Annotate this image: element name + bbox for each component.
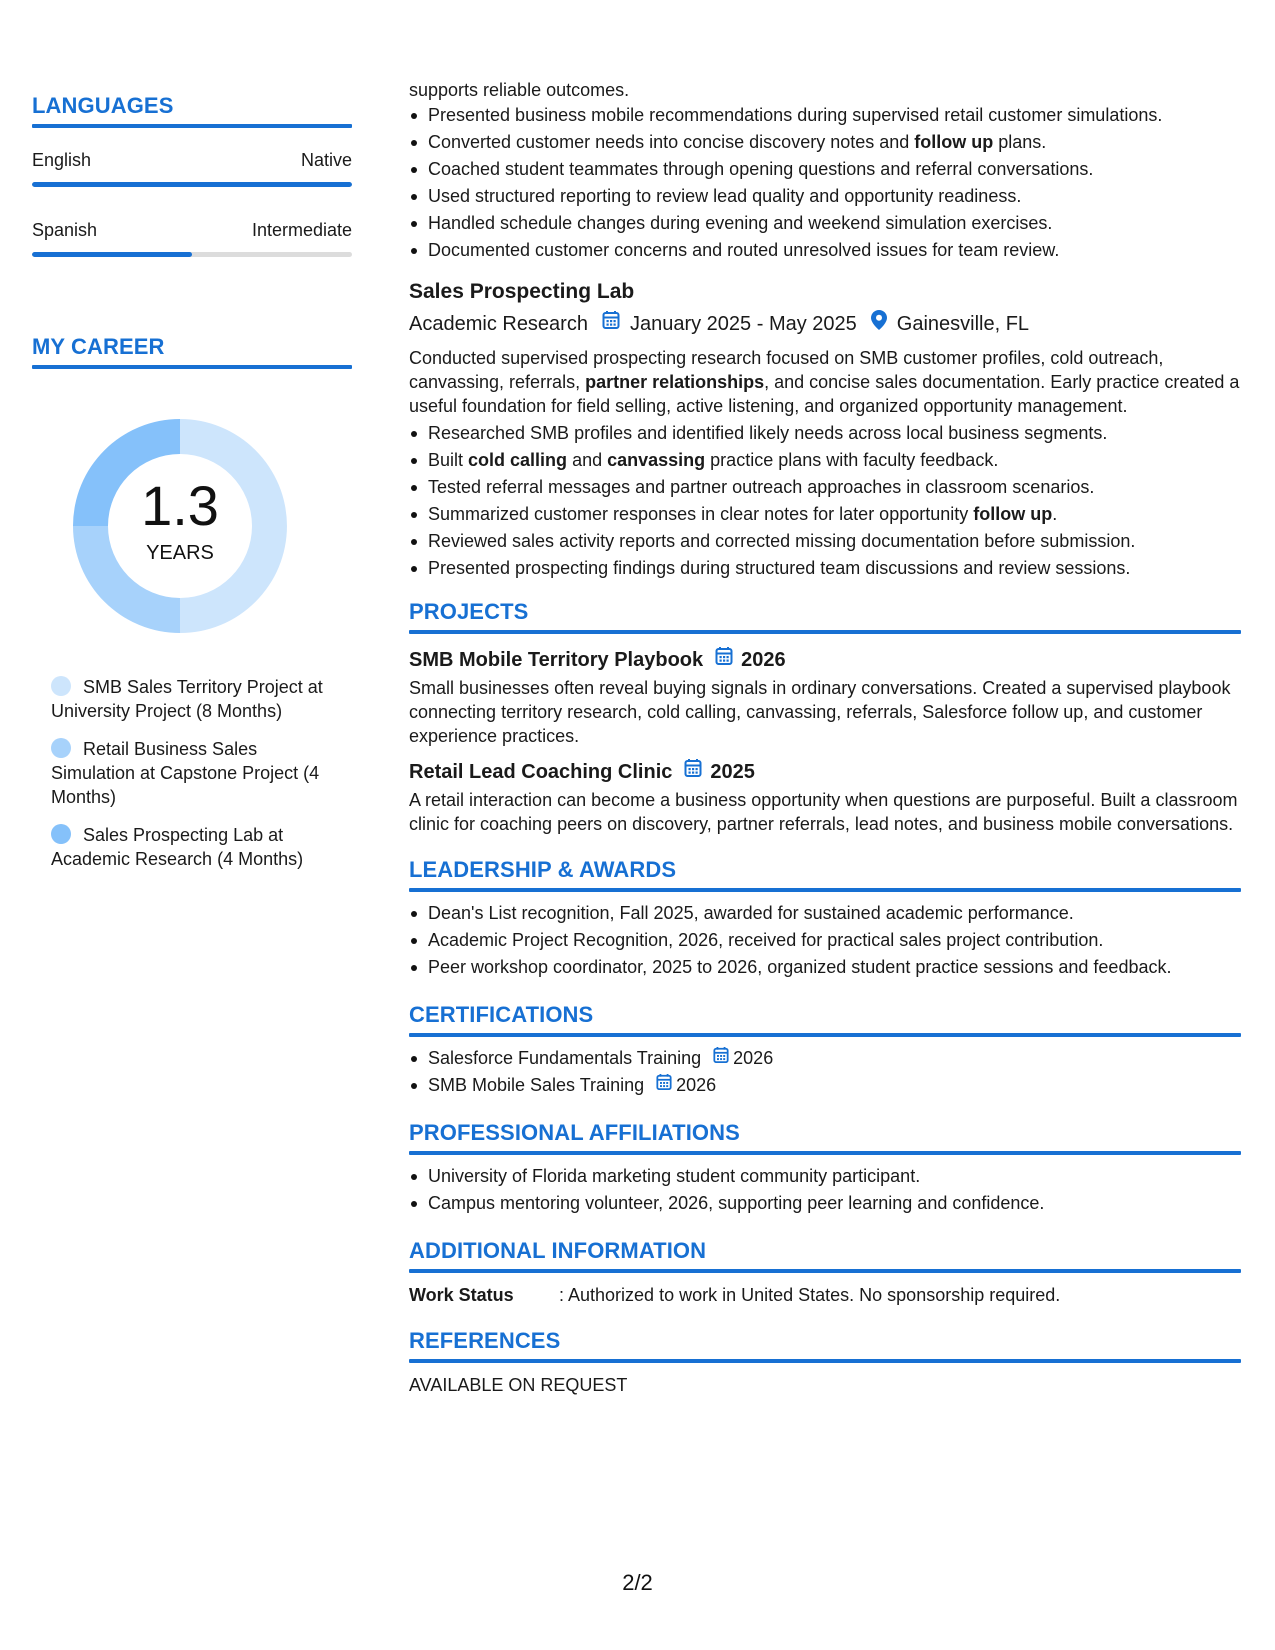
experience-meta — [409, 310, 1241, 338]
project-year: 2025 — [710, 761, 755, 783]
list-item — [409, 1072, 1241, 1099]
info-key: Work Status — [409, 1285, 514, 1305]
proficiency-fill — [32, 182, 352, 187]
list-item: Dean's List recognition, Fall 2025, awarded for sustained academic performance. — [409, 900, 1241, 927]
language-level: Native — [300, 150, 352, 170]
project-description: A retail interaction can become a business opportunity when questions are purposeful. Built a classroom clinic for coaching peers on discovery, partner referrals, lead notes, and business mobile conversations. — [409, 790, 1238, 834]
section-divider — [409, 1359, 1241, 1363]
section-divider — [32, 365, 352, 369]
list-item: Converted customer needs into concise discovery notes and follow up plans. — [409, 129, 1241, 156]
language-level: Intermediate — [251, 220, 352, 240]
language-proficiency-bar — [32, 182, 352, 187]
sidebar — [32, 92, 352, 885]
section-divider — [409, 1269, 1241, 1273]
calendar-icon — [713, 1045, 729, 1072]
certification-name: SMB Mobile Sales Training — [428, 1075, 645, 1095]
additional-info-heading: ADDITIONAL INFORMATION — [409, 1238, 707, 1263]
list-item: Presented prospecting findings during structured team discussions and review sessions. — [409, 555, 1241, 582]
legend-dot — [51, 676, 71, 696]
career-heading: MY CAREER — [32, 334, 165, 359]
leadership-list — [409, 900, 1241, 981]
leadership-section — [409, 856, 1241, 981]
page-number: 2/2 — [622, 1570, 653, 1595]
list-item: Built cold calling and canvassing practice plans with faculty feedback. — [409, 447, 1241, 474]
proficiency-fill — [32, 252, 192, 257]
career-legend — [51, 675, 341, 871]
additional-info-section — [409, 1237, 1241, 1307]
work-status-row — [409, 1283, 1241, 1307]
list-item: Handled schedule changes during evening and weekend simulation exercises. — [409, 210, 1241, 237]
legend-item — [51, 823, 341, 871]
career-total-value: 1.3 — [141, 474, 219, 537]
section-divider — [409, 630, 1241, 634]
certifications-section — [409, 1001, 1241, 1099]
project-title — [409, 646, 1241, 674]
legend-label: Retail Business Sales Simulation at Capstone Project (4 Months) — [51, 739, 320, 807]
project-title — [409, 758, 1241, 786]
list-item: Documented customer concerns and routed unresolved issues for team review. — [409, 237, 1241, 264]
section-divider — [409, 1033, 1241, 1037]
project-description: Small businesses often reveal buying signals in ordinary conversations. Created a supervised playbook connecting territory research, cold calling, canvassing, referrals, Salesforce follow up, and customer experience practices. — [409, 678, 1231, 746]
section-divider — [409, 888, 1241, 892]
legend-label: Sales Prospecting Lab at Academic Research (4 Months) — [51, 825, 304, 869]
experience-continued-text: supports reliable outcomes. — [409, 80, 630, 100]
list-item — [409, 1045, 1241, 1072]
list-item: Summarized customer responses in clear notes for later opportunity follow up. — [409, 501, 1241, 528]
experience-title: Sales Prospecting Lab — [409, 280, 635, 303]
section-divider — [32, 124, 352, 128]
list-item: Used structured reporting to review lead quality and opportunity readiness. — [409, 183, 1241, 210]
project-name: SMB Mobile Territory Playbook — [409, 649, 704, 671]
list-item: Coached student teammates through opening questions and referral conversations. — [409, 156, 1241, 183]
location-pin-icon — [871, 310, 887, 338]
references-section — [409, 1327, 1241, 1397]
affiliations-section — [409, 1119, 1241, 1217]
calendar-icon — [602, 310, 620, 338]
experience-location: Gainesville, FL — [896, 313, 1030, 335]
legend-dot — [51, 824, 71, 844]
project-name: Retail Lead Coaching Clinic — [409, 761, 673, 783]
language-spanish — [32, 218, 352, 257]
project-year: 2026 — [741, 649, 786, 671]
list-item: Presented business mobile recommendations during supervised retail customer simulations. — [409, 102, 1241, 129]
calendar-icon — [656, 1072, 672, 1099]
language-english — [32, 148, 352, 187]
list-item: Researched SMB profiles and identified likely needs across local business segments. — [409, 420, 1241, 447]
main-content — [409, 78, 1241, 1397]
calendar-icon — [715, 646, 733, 674]
legend-item — [51, 675, 341, 723]
projects-section — [409, 598, 1241, 836]
legend-item — [51, 737, 341, 809]
languages-heading: LANGUAGES — [32, 93, 174, 118]
list-item: Academic Project Recognition, 2026, received for practical sales project contribution. — [409, 927, 1241, 954]
career-total-unit: YEARS — [146, 542, 214, 564]
certifications-list — [409, 1045, 1241, 1099]
leadership-heading: LEADERSHIP & AWARDS — [409, 857, 677, 882]
list-item: Campus mentoring volunteer, 2026, supporting peer learning and confidence. — [409, 1190, 1241, 1217]
affiliations-heading: PROFESSIONAL AFFILIATIONS — [409, 1120, 740, 1145]
certification-year: 2026 — [733, 1048, 774, 1068]
experience-org: Academic Research — [409, 313, 588, 335]
info-value: : Authorized to work in United States. No sponsorship required. — [559, 1285, 1061, 1305]
experience-dates: January 2025 - May 2025 — [629, 313, 857, 335]
certification-year: 2026 — [676, 1075, 717, 1095]
list-item: Tested referral messages and partner outreach approaches in classroom scenarios. — [409, 474, 1241, 501]
legend-label: SMB Sales Territory Project at University Project (8 Months) — [51, 677, 323, 721]
affiliations-list — [409, 1163, 1241, 1217]
list-item: Peer workshop coordinator, 2025 to 2026, organized student practice sessions and feedback. — [409, 954, 1241, 981]
certification-name: Salesforce Fundamentals Training — [428, 1048, 702, 1068]
calendar-icon — [684, 758, 702, 786]
list-item: Reviewed sales activity reports and corrected missing documentation before submission. — [409, 528, 1241, 555]
list-item: University of Florida marketing student community participant. — [409, 1163, 1241, 1190]
section-divider — [409, 1151, 1241, 1155]
experience-description: Conducted supervised prospecting research focused on SMB customer profiles, cold outreach, canvassing, referrals, partner relationships, and concise sales documentation. Early practice created a useful foundation for field selling, active listening, and organized opportunity management. — [409, 348, 1240, 416]
experience-bullets — [409, 420, 1241, 582]
language-name: English — [32, 150, 92, 170]
certifications-heading: CERTIFICATIONS — [409, 1002, 594, 1027]
language-proficiency-bar — [32, 252, 352, 257]
legend-dot — [51, 738, 71, 758]
experience-continued-bullets — [409, 102, 1241, 264]
references-heading: REFERENCES — [409, 1328, 561, 1353]
projects-heading: PROJECTS — [409, 599, 529, 624]
references-text: AVAILABLE ON REQUEST — [409, 1375, 628, 1395]
career-donut-chart — [67, 413, 293, 639]
language-name: Spanish — [32, 220, 98, 240]
